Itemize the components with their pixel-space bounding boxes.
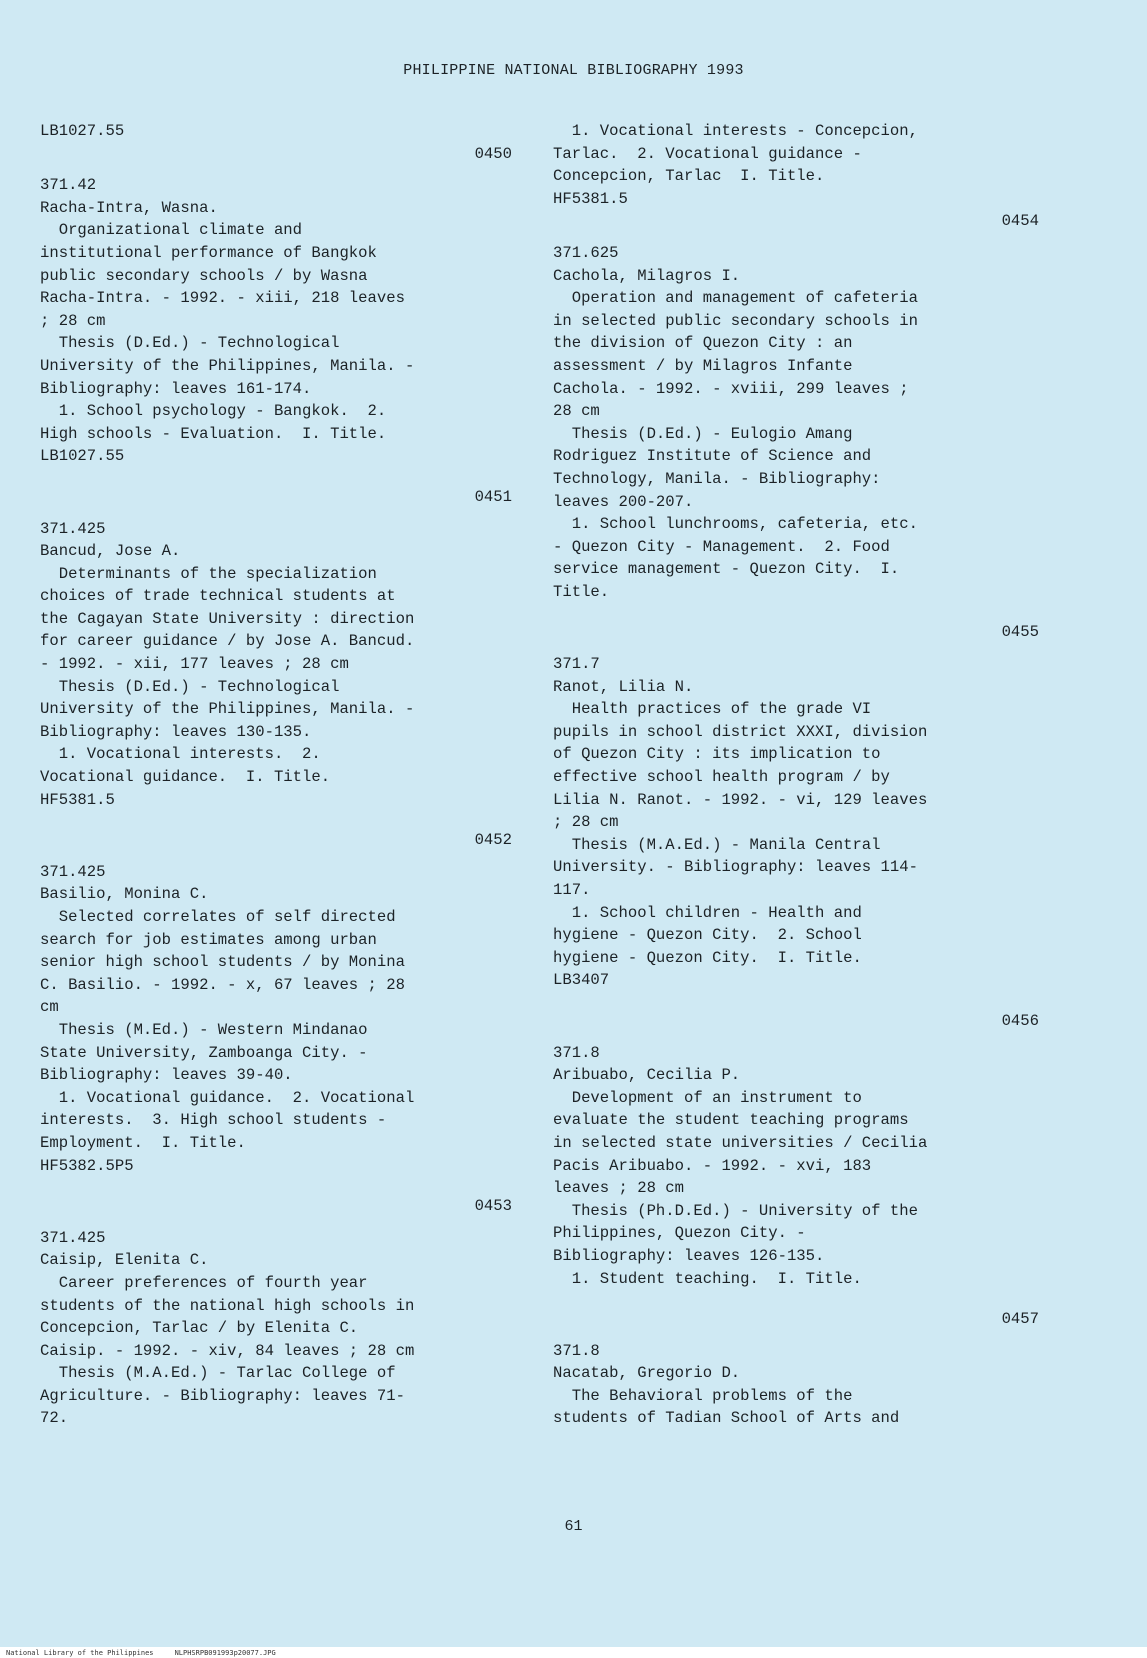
accession-number: 0453 — [474, 1197, 512, 1216]
scan-credit: National Library of the Philippines NLPHSRPB091993p20077.JPG — [2, 1649, 280, 1657]
spacer — [40, 509, 512, 518]
spacer — [553, 1033, 1039, 1042]
entry-line: senior high school students / by Monina — [40, 953, 405, 972]
page-number: 61 — [564, 1518, 583, 1535]
entry-line: 117. — [553, 881, 591, 899]
entry-line: cm — [40, 998, 59, 1017]
entry-line: Caisip. - 1992. - xiv, 84 leaves ; 28 cm — [40, 1341, 415, 1360]
entry-line: LB3407 — [553, 971, 610, 990]
spacer — [40, 1430, 512, 1448]
class-number: 371.42 — [40, 176, 97, 195]
entry-line: State University, Zamboanga City. - — [40, 1043, 368, 1062]
entry-line: evaluate the student teaching programs — [553, 1111, 909, 1130]
bib-entry — [553, 1308, 1039, 1430]
entry-line: students of the national high schools in — [40, 1296, 415, 1315]
accession-number: 0457 — [1001, 1310, 1039, 1329]
entry-line: - 1992. - xii, 177 leaves ; 28 cm — [40, 655, 349, 674]
class-number: 371.625 — [553, 243, 619, 262]
entry-line: institutional performance of Bangkok — [40, 243, 377, 262]
spacer — [40, 1177, 512, 1195]
entry-line: public secondary schools / by Wasna — [40, 266, 368, 285]
entry-line: choices of trade technical students at — [40, 587, 396, 606]
entry-line: effective school health program / by — [553, 768, 890, 787]
author-name: Cachola, Milagros I. — [553, 266, 741, 285]
entry-line: Development of an instrument to — [553, 1088, 862, 1107]
entry-line: in selected public secondary schools in — [553, 311, 918, 330]
entry-line: pupils in school district XXXI, division — [553, 722, 928, 741]
bib-entry — [553, 1010, 1039, 1290]
right-column — [553, 120, 1039, 1448]
class-number: 371.7 — [553, 655, 600, 674]
entry-line: 1. School psychology - Bangkok. 2. — [40, 402, 387, 421]
entry-line: of Quezon City : its implication to — [553, 745, 881, 764]
entry-line: hygiene - Quezon City. 2. School — [553, 926, 862, 945]
entry-line: students of Tadian School of Arts and — [553, 1409, 900, 1428]
continuation-line: HF5381.5 — [553, 189, 628, 208]
entry-line: hygiene - Quezon City. I. Title. — [553, 948, 862, 967]
entry-line: 28 cm — [553, 402, 600, 421]
entry-line: Racha-Intra. - 1992. - xiii, 218 leaves — [40, 289, 405, 308]
entry-line: Technology, Manila. - Bibliography: — [553, 469, 881, 488]
continuation-line: Concepcion, Tarlac I. Title. — [553, 167, 825, 186]
entry-line: - Quezon City - Management. 2. Food — [553, 537, 890, 556]
entry-line: ; 28 cm — [40, 311, 106, 330]
entry-line: interests. 3. High school students - — [40, 1111, 387, 1130]
entry-line: Employment. I. Title. — [40, 1133, 246, 1152]
entry-line: C. Basilio. - 1992. - x, 67 leaves ; 28 — [40, 975, 405, 994]
entry-line: University of the Philippines, Manila. - — [40, 700, 415, 719]
author-name: Bancud, Jose A. — [40, 542, 181, 561]
entry-line: Philippines, Quezon City. - — [553, 1224, 806, 1243]
page-header: PHILIPPINE NATIONAL BIBLIOGRAPHY 1993 — [403, 62, 744, 79]
entry-line: Health practices of the grade VI — [553, 700, 872, 719]
entry-line: Bibliography: leaves 39-40. — [40, 1066, 293, 1085]
left-column — [40, 120, 512, 1448]
class-number: 371.425 — [40, 1228, 106, 1247]
entry-line: Determinants of the specialization — [40, 564, 377, 583]
bib-entry — [553, 621, 1039, 992]
bib-entry — [40, 829, 512, 1177]
entry-line: Cachola. - 1992. - xviii, 299 leaves ; — [553, 379, 909, 398]
entry-line: Rodriguez Institute of Science and — [553, 447, 872, 466]
entry-line: Thesis (Ph.D.Ed.) - University of the — [553, 1201, 918, 1220]
author-name: Basilio, Monina C. — [40, 885, 209, 904]
entry-line: ; 28 cm — [553, 813, 619, 832]
entry-line: the Cagayan State University : direction — [40, 609, 415, 628]
accession-number: 0454 — [1001, 212, 1039, 231]
bib-entry — [40, 1195, 512, 1430]
spacer — [40, 1218, 512, 1227]
class-number: 371.425 — [40, 862, 106, 881]
entry-line: Career preferences of fourth year — [40, 1273, 368, 1292]
class-number: 371.425 — [40, 519, 106, 538]
spacer — [40, 165, 512, 174]
entry-line: leaves 200-207. — [553, 492, 694, 511]
entry-line: the division of Quezon City : an — [553, 334, 853, 353]
spacer — [553, 233, 1039, 242]
bib-entry — [553, 210, 1039, 603]
entry-line: Lilia N. Ranot. - 1992. - vi, 129 leaves — [553, 790, 928, 809]
entry-line: HF5381.5 — [40, 790, 115, 809]
entry-line: University. - Bibliography: leaves 114- — [553, 858, 918, 877]
top-call-number: LB1027.55 — [40, 122, 125, 140]
spacer — [553, 603, 1039, 621]
entry-line: Thesis (D.Ed.) - Technological — [40, 334, 340, 353]
entry-line: Thesis (D.Ed.) - Technological — [40, 677, 340, 696]
entry-line: Thesis (M.Ed.) - Western Mindanao — [40, 1020, 368, 1039]
continuation-line: Tarlac. 2. Vocational guidance - — [553, 144, 862, 163]
author-name: Nacatab, Gregorio D. — [553, 1364, 741, 1383]
class-number: 371.8 — [553, 1043, 600, 1062]
bib-entry — [40, 143, 512, 468]
author-name: Caisip, Elenita C. — [40, 1251, 209, 1270]
entry-line: 1. Vocational guidance. 2. Vocational — [40, 1088, 415, 1107]
entry-line: Organizational climate and — [40, 221, 303, 240]
entry-line: in selected state universities / Cecilia — [553, 1133, 928, 1152]
author-name: Aribuabo, Cecilia P. — [553, 1066, 741, 1085]
entry-line: for career guidance / by Jose A. Bancud. — [40, 632, 415, 651]
entry-line: 72. — [40, 1409, 69, 1428]
entry-line: Operation and management of cafeteria — [553, 289, 918, 308]
entry-line: Thesis (M.A.Ed.) - Manila Central — [553, 835, 881, 854]
entry-line: Thesis (D.Ed.) - Eulogio Amang — [553, 424, 853, 443]
accession-number: 0452 — [474, 831, 512, 850]
accession-number: 0450 — [474, 144, 512, 163]
accession-number: 0455 — [1001, 623, 1039, 642]
class-number: 371.8 — [553, 1341, 600, 1360]
accession-number: 0456 — [1001, 1011, 1039, 1030]
spacer — [553, 644, 1039, 653]
entry-line: 1. Student teaching. I. Title. — [553, 1269, 862, 1288]
entry-line: leaves ; 28 cm — [553, 1179, 685, 1198]
bib-entry — [40, 486, 512, 811]
spacer — [40, 811, 512, 829]
entry-line: LB1027.55 — [40, 447, 125, 466]
spacer — [40, 852, 512, 861]
spacer — [40, 468, 512, 486]
author-name: Racha-Intra, Wasna. — [40, 198, 218, 217]
entry-line: 1. School lunchrooms, cafeteria, etc. — [553, 515, 918, 534]
spacer — [553, 992, 1039, 1010]
spacer — [553, 1430, 1039, 1448]
author-name: Ranot, Lilia N. — [553, 677, 694, 696]
entry-line: Agriculture. - Bibliography: leaves 71- — [40, 1386, 405, 1405]
entry-line: search for job estimates among urban — [40, 930, 377, 949]
entry-line: Selected correlates of self directed — [40, 908, 396, 926]
entry-line: Bibliography: leaves 161-174. — [40, 379, 312, 398]
entry-line: Vocational guidance. I. Title. — [40, 768, 331, 787]
entry-line: 1. School children - Health and — [553, 903, 862, 922]
entry-line: University of the Philippines, Manila. - — [40, 356, 415, 375]
spacer — [553, 1331, 1039, 1340]
entry-line: HF5382.5P5 — [40, 1156, 134, 1175]
entry-line: service management - Quezon City. I. — [553, 560, 900, 579]
entry-line: 1. Vocational interests. 2. — [40, 745, 321, 764]
entry-line: assessment / by Milagros Infante — [553, 356, 853, 375]
continuation-line: 1. Vocational interests - Concepcion, — [553, 122, 918, 140]
entry-line: Thesis (M.A.Ed.) - Tarlac College of — [40, 1364, 396, 1383]
accession-number: 0451 — [474, 487, 512, 506]
entry-line: High schools - Evaluation. I. Title. — [40, 424, 387, 443]
entry-line: Pacis Aribuabo. - 1992. - xvi, 183 — [553, 1156, 872, 1175]
entry-line: Bibliography: leaves 126-135. — [553, 1246, 825, 1265]
spacer — [553, 1290, 1039, 1308]
entry-line: Bibliography: leaves 130-135. — [40, 722, 312, 741]
entry-line: Concepcion, Tarlac / by Elenita C. — [40, 1319, 359, 1338]
entry-line: Title. — [553, 582, 610, 601]
entry-line: The Behavioral problems of the — [553, 1386, 853, 1405]
